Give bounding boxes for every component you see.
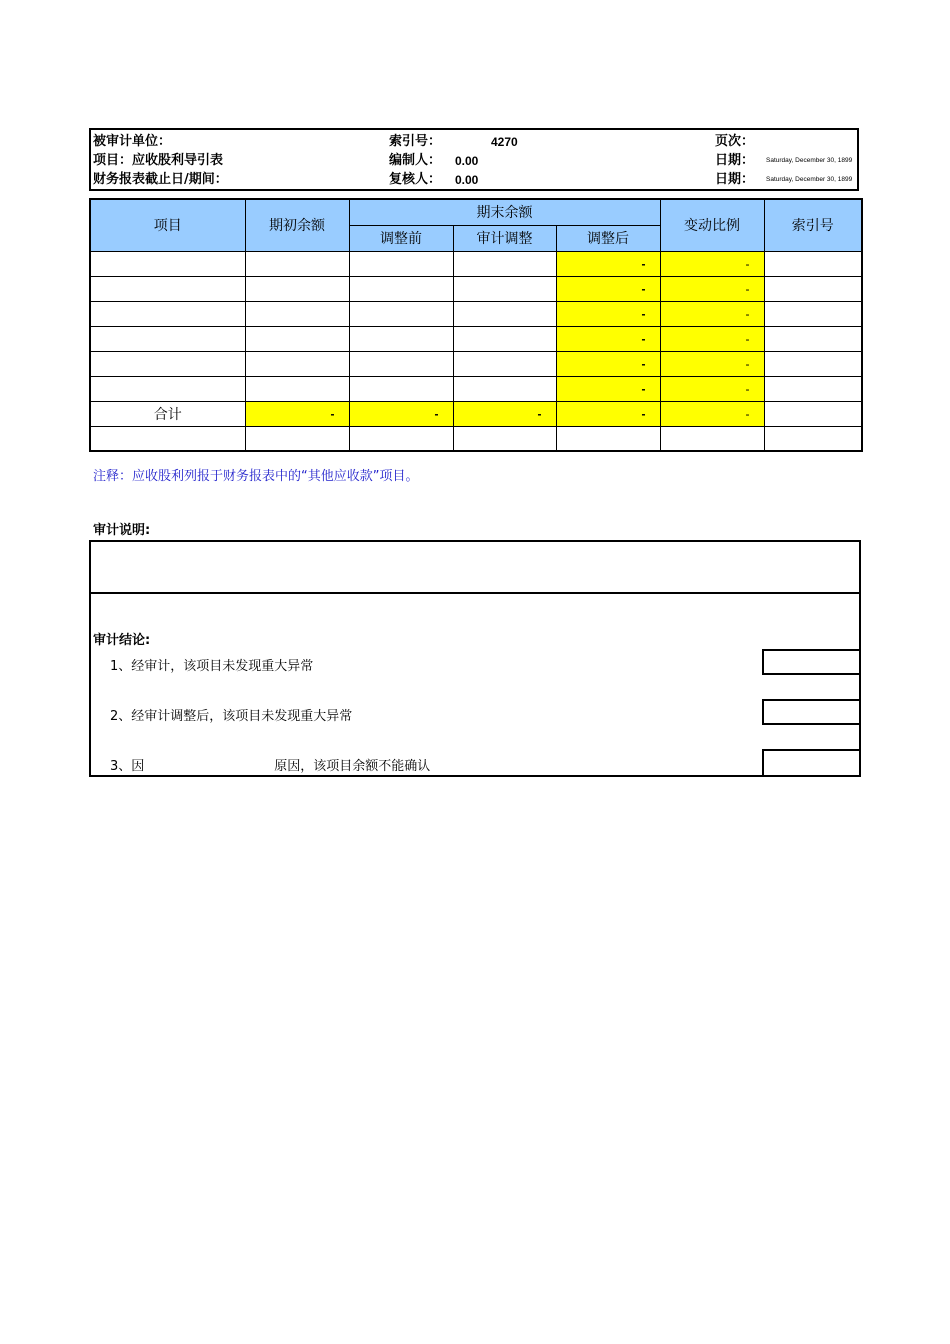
- table-row: [90, 251, 862, 276]
- change-ratio-cell[interactable]: -: [660, 376, 764, 401]
- cell[interactable]: [90, 351, 245, 376]
- cell[interactable]: [764, 376, 862, 401]
- cell[interactable]: [764, 426, 862, 451]
- after-adj-cell[interactable]: -: [556, 301, 660, 326]
- cell[interactable]: [764, 251, 862, 276]
- table-row: [90, 301, 862, 326]
- table-row: [90, 376, 862, 401]
- preparer-value: 0.00: [455, 154, 479, 168]
- cell[interactable]: [764, 401, 862, 426]
- col-opening-header: 期初余额: [245, 199, 349, 251]
- cell[interactable]: [90, 301, 245, 326]
- cell[interactable]: [245, 426, 349, 451]
- total-opening-cell[interactable]: -: [245, 401, 349, 426]
- conclusion-box: [89, 592, 861, 777]
- conclusion-item-2: 2、经审计调整后，该项目未发现重大异常: [110, 709, 353, 724]
- cell[interactable]: [349, 301, 453, 326]
- cell[interactable]: [453, 351, 556, 376]
- cell[interactable]: [349, 376, 453, 401]
- conclusion-item-3: [110, 755, 430, 774]
- cell[interactable]: [90, 426, 245, 451]
- cell[interactable]: [764, 351, 862, 376]
- cell[interactable]: [453, 251, 556, 276]
- total-audit-adj-cell[interactable]: -: [453, 401, 556, 426]
- table-row: [90, 276, 862, 301]
- conclusion-checkbox-2[interactable]: [762, 699, 861, 725]
- cell[interactable]: [90, 326, 245, 351]
- total-label: 合计: [90, 401, 245, 426]
- after-adj-cell[interactable]: -: [556, 326, 660, 351]
- change-ratio-cell[interactable]: -: [660, 326, 764, 351]
- cell[interactable]: [90, 276, 245, 301]
- table-note: 注释：应收股利列报于财务报表中的“其他应收款”项目。: [93, 469, 419, 484]
- conclusion-checkbox-3[interactable]: [762, 749, 861, 777]
- index-label: 索引号：: [389, 134, 442, 149]
- table-row: [90, 326, 862, 351]
- table-header-row-1: [90, 199, 862, 225]
- reviewer-label: 复核人：: [389, 172, 442, 187]
- cell[interactable]: [90, 376, 245, 401]
- cell[interactable]: [453, 276, 556, 301]
- conclusion-item-3-suffix: 原因，该项目余额不能确认: [274, 759, 431, 774]
- conclusion-item-3-prefix: 3、因: [110, 759, 145, 774]
- after-adj-cell[interactable]: -: [556, 276, 660, 301]
- col-after-adj-header: 调整后: [556, 225, 660, 251]
- total-before-adj-cell[interactable]: -: [349, 401, 453, 426]
- cell[interactable]: [90, 251, 245, 276]
- col-index-header: 索引号: [764, 199, 862, 251]
- after-adj-cell[interactable]: -: [556, 251, 660, 276]
- audit-notes-box[interactable]: [89, 540, 861, 594]
- page-label: 页次：: [715, 134, 755, 149]
- preparer-label: 编制人：: [389, 153, 442, 168]
- cell[interactable]: [349, 251, 453, 276]
- date-label-1: 日期：: [715, 153, 755, 168]
- index-value: 4270: [491, 135, 518, 149]
- item-label: 项目：应收股利导引表: [93, 153, 224, 168]
- date-value-2: Saturday, December 30, 1899: [766, 176, 853, 183]
- col-before-adj-header: 调整前: [349, 225, 453, 251]
- total-row: [90, 401, 862, 426]
- cell[interactable]: [453, 301, 556, 326]
- date-value-1: Saturday, December 30, 1899: [766, 157, 853, 164]
- cell[interactable]: [245, 276, 349, 301]
- cell[interactable]: [764, 301, 862, 326]
- conclusion-title: 审计结论:: [93, 633, 151, 648]
- change-ratio-cell[interactable]: -: [660, 251, 764, 276]
- cell[interactable]: [556, 426, 660, 451]
- change-ratio-cell[interactable]: -: [660, 351, 764, 376]
- total-after-adj-cell[interactable]: -: [556, 401, 660, 426]
- cell[interactable]: [349, 426, 453, 451]
- cell[interactable]: [660, 426, 764, 451]
- date-label-2: 日期：: [715, 172, 755, 187]
- change-ratio-cell[interactable]: -: [660, 276, 764, 301]
- cell[interactable]: [453, 426, 556, 451]
- audit-notes-label: 审计说明:: [93, 523, 151, 538]
- cell[interactable]: [245, 326, 349, 351]
- table-row: [90, 351, 862, 376]
- cell[interactable]: [245, 251, 349, 276]
- cell[interactable]: [349, 351, 453, 376]
- after-adj-cell[interactable]: -: [556, 376, 660, 401]
- period-label: 财务报表截止日/期间：: [93, 172, 228, 187]
- col-audit-adj-header: 审计调整: [453, 225, 556, 251]
- guide-table: [89, 198, 863, 452]
- col-change-ratio-header: 变动比例: [660, 199, 764, 251]
- header-block: [89, 128, 859, 191]
- conclusion-item-1: 1、经审计，该项目未发现重大异常: [110, 659, 314, 674]
- cell[interactable]: [245, 301, 349, 326]
- after-adj-cell[interactable]: -: [556, 351, 660, 376]
- col-item-header: 项目: [90, 199, 245, 251]
- cell[interactable]: [245, 376, 349, 401]
- change-ratio-cell[interactable]: -: [660, 301, 764, 326]
- col-closing-header: 期末余额: [349, 199, 660, 225]
- cell[interactable]: [453, 326, 556, 351]
- cell[interactable]: [245, 351, 349, 376]
- table-row: [90, 426, 862, 451]
- cell[interactable]: [764, 276, 862, 301]
- reviewer-value: 0.00: [455, 173, 479, 187]
- total-change-ratio-cell[interactable]: -: [660, 401, 764, 426]
- cell[interactable]: [349, 326, 453, 351]
- conclusion-checkbox-1[interactable]: [762, 649, 861, 675]
- cell[interactable]: [764, 326, 862, 351]
- cell[interactable]: [349, 276, 453, 301]
- cell[interactable]: [453, 376, 556, 401]
- auditee-label: 被审计单位：: [93, 134, 172, 149]
